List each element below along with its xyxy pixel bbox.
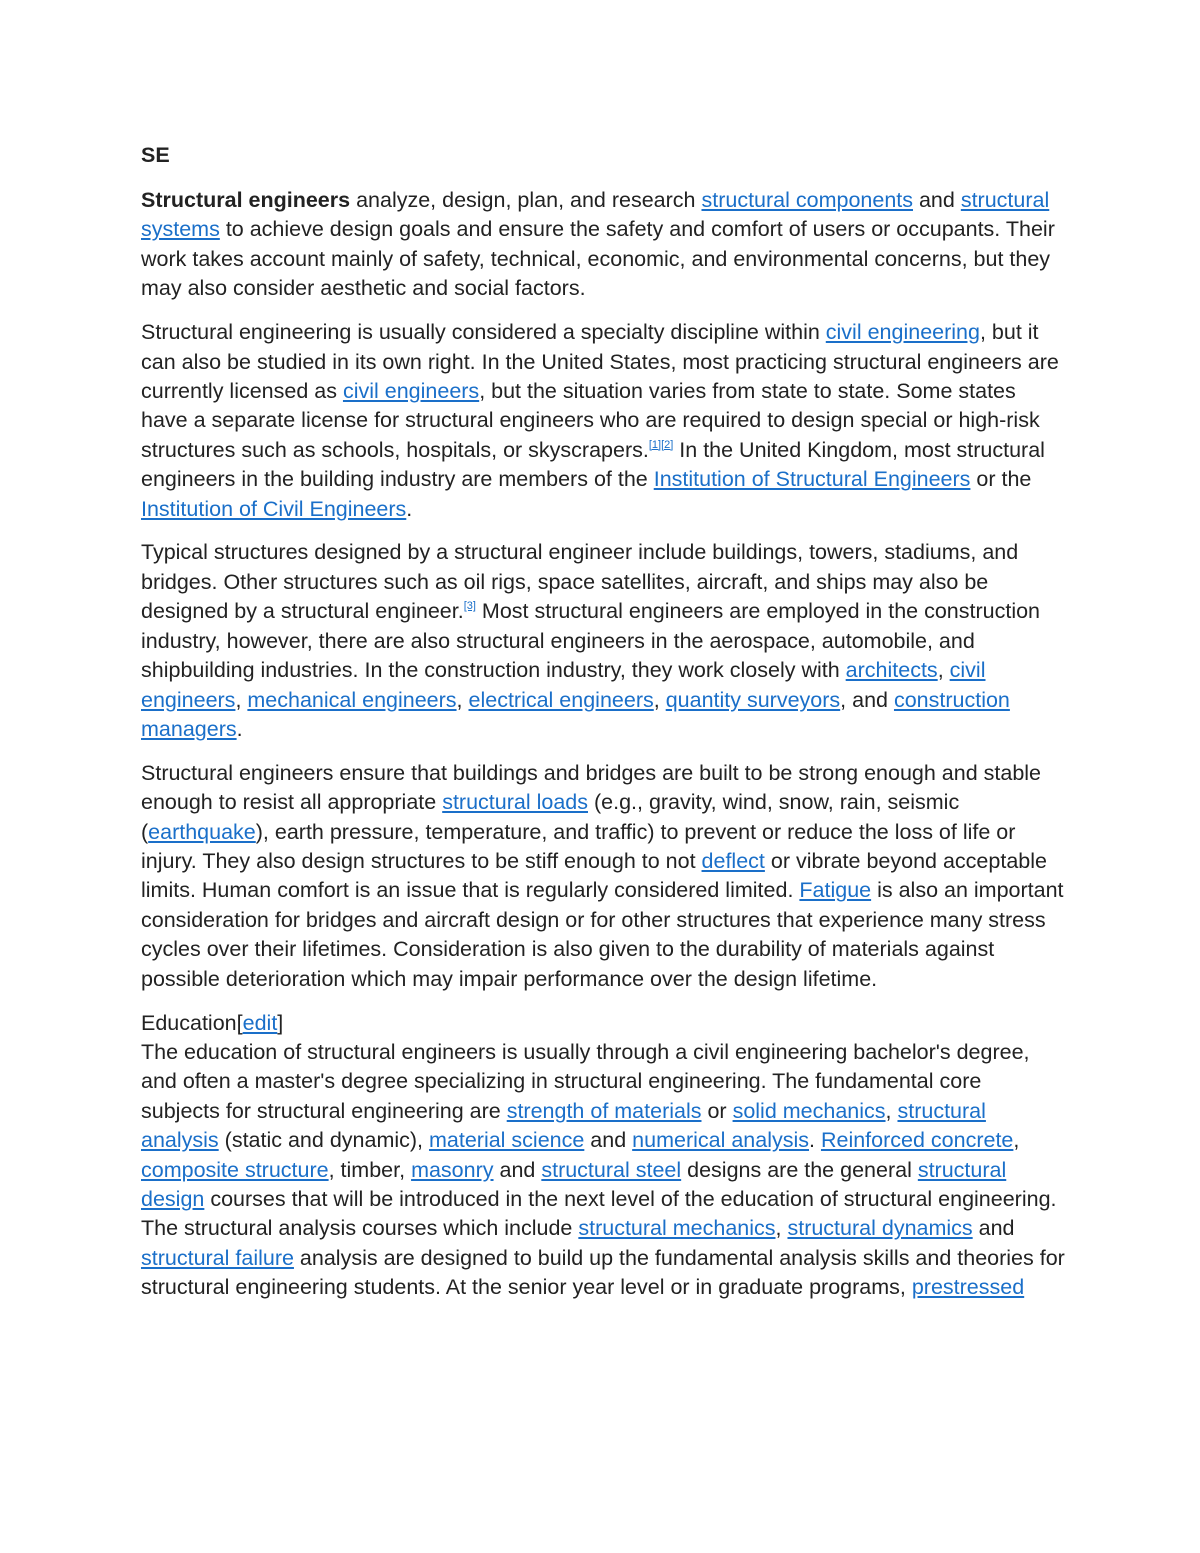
- link-quantity-surveyors[interactable]: quantity surveyors: [665, 687, 841, 712]
- link-material-science[interactable]: material science: [428, 1128, 585, 1153]
- paragraph-discipline: Structural engineering is usually considered a specialty discipline within civil engineering, but it can also be studied in its own right. In the United States, most practicing structural engineers are currently licensed as civil engineers, but the situation varies from state to state. Some states have a separate license for structural engineers who are required to design special or high-risk structures such as schools, hospitals, or skyscrapers.[1][2] In the United Kingdom, most structural engineers in the building industry are members of the Institution of Structural Engineers or the Institution of Civil Engineers.: [141, 320, 1059, 521]
- link-architects[interactable]: architects: [845, 658, 938, 683]
- link-deflect[interactable]: deflect: [701, 849, 765, 874]
- link-civil-engineers[interactable]: civil engineers: [342, 378, 480, 403]
- link-structural-analysis[interactable]: structural analysis: [141, 1098, 986, 1153]
- paragraph-safety: Structural engineers ensure that buildings and bridges are built to be strong enough and stable enough to resist all appropriate structural loads (e.g., gravity, wind, snow, rain, seismic (earthquake), earth pressure, temperature, and traffic) to prevent or reduce the loss of life or injury. They also design structures to be stiff enough to not deflect or vibrate beyond acceptable limits. Human comfort is an issue that is regularly considered limited. Fatigue is also an important consideration for bridges and aircraft design or for other structures that experience many stress cycles over their lifetimes. Consideration is also given to the durability of materials against possible deterioration which may impair performance over the design lifetime.: [141, 760, 1064, 991]
- link-institution-civil-engineers[interactable]: Institution of Civil Engineers: [141, 496, 407, 521]
- link-composite-structure[interactable]: composite structure: [141, 1157, 329, 1182]
- link-reinforced-concrete[interactable]: Reinforced concrete: [820, 1128, 1014, 1153]
- section-heading-education: Education[edit]: [141, 1010, 284, 1035]
- link-structural-systems[interactable]: structural systems: [141, 188, 1050, 242]
- lead-term: Structural engineers: [141, 188, 351, 212]
- link-civil-engineers-2[interactable]: civil engineers: [141, 658, 986, 712]
- document-title: SE: [141, 143, 170, 167]
- paragraph-structures: Typical structures designed by a structural engineer include buildings, towers, stadiums, and bridges. Other structures such as oil rigs, space satellites, aircraft, and ships may also be designed by a structural engineer.[3] Most structural engineers are employed in the construction industry, however, there are also structural engineers in the aerospace, automobile, and shipbuilding industries. In the construction industry, they work closely with architects, civil engineers, mechanical engineers, electrical engineers, quantity surveyors, and construction managers.: [141, 540, 1041, 741]
- edit-link[interactable]: edit: [242, 1010, 278, 1035]
- citation-group: [649, 439, 673, 451]
- link-institution-structural-engineers[interactable]: Institution of Structural Engineers: [653, 467, 971, 492]
- citation-group: [464, 600, 476, 612]
- link-mechanical-engineers[interactable]: mechanical engineers: [247, 687, 457, 712]
- citation-2[interactable]: [2]: [661, 438, 674, 451]
- link-structural-failure[interactable]: structural failure: [141, 1245, 294, 1270]
- link-electrical-engineers[interactable]: electrical engineers: [468, 687, 654, 712]
- link-prestressed[interactable]: prestressed: [911, 1275, 1025, 1300]
- link-civil-engineering[interactable]: civil engineering: [825, 320, 980, 345]
- link-structural-design[interactable]: structural design: [141, 1157, 1007, 1211]
- citation-1[interactable]: [1]: [648, 438, 662, 451]
- link-structural-loads[interactable]: structural loads: [442, 790, 588, 815]
- link-fatigue[interactable]: Fatigue: [799, 878, 872, 903]
- link-numerical-analysis[interactable]: numerical analysis: [632, 1128, 810, 1153]
- paragraph-intro: Structural engineers analyze, design, plan, and research structural components and structural systems to achieve design goals and ensure the safety and comfort of users or occupants. Their work takes account mainly of safety, technical, economic, and environmental concerns, but they may also consider aesthetic and social factors.: [141, 188, 1055, 301]
- link-construction-managers[interactable]: construction managers: [141, 687, 1010, 741]
- paragraph-education: The education of structural engineers is usually through a civil engineering bachelor's degree, and often a master's degree specializing in structural engineering. The fundamental core subjects for structural engineering are strength of materials or solid mechanics, structural analysis (static and dynamic), material science and numerical analysis. Reinforced concrete, composite structure, timber, masonry and structural steel designs are the general structural design courses that will be introduced in the next level of the education of structural engineering. The structural analysis courses which include structural mechanics, structural dynamics and structural failure analysis are designed to build up the fundamental analysis skills and theories for structural engineering students. At the senior year level or in graduate programs, prestressed: [141, 1039, 1065, 1300]
- citation-3[interactable]: [3]: [463, 600, 476, 613]
- link-structural-components[interactable]: structural components: [701, 188, 913, 212]
- link-strength-of-materials[interactable]: strength of materials: [506, 1098, 702, 1123]
- link-earthquake[interactable]: earthquake: [148, 819, 256, 844]
- link-masonry[interactable]: masonry: [411, 1157, 494, 1182]
- link-structural-steel[interactable]: structural steel: [541, 1157, 682, 1182]
- link-structural-mechanics[interactable]: structural mechanics: [578, 1216, 776, 1241]
- document-page: [141, 140, 1066, 1303]
- link-structural-dynamics[interactable]: structural dynamics: [787, 1216, 973, 1241]
- link-solid-mechanics[interactable]: solid mechanics: [732, 1098, 886, 1123]
